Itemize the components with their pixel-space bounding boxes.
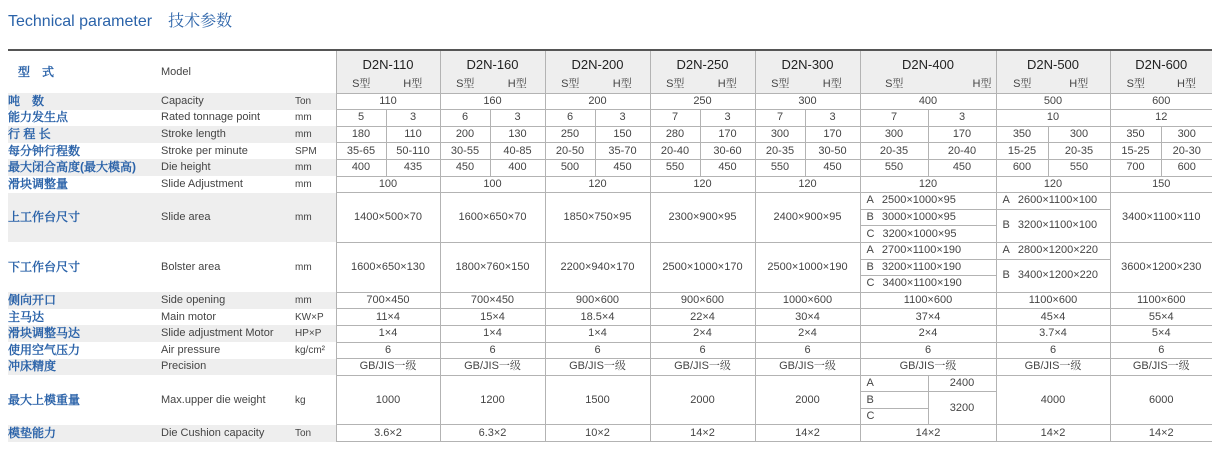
cell: 170	[700, 126, 755, 143]
cell: 450	[805, 159, 860, 176]
h-type-label: H型	[805, 77, 860, 93]
model-label-cn: 型 式	[8, 50, 161, 93]
cell: GB/JIS一级	[650, 359, 755, 376]
h-type-label: H型	[928, 77, 996, 93]
table-row	[8, 425, 1212, 442]
row-label-cn: 模垫能力	[8, 425, 161, 442]
row-label-en: Stroke per minute	[161, 144, 248, 157]
s-type-label: S型	[440, 77, 490, 93]
row-unit: mm	[295, 159, 336, 176]
row-label-en: Precision	[161, 359, 295, 376]
cell: 700	[1110, 159, 1161, 176]
cell: 50-110	[386, 143, 440, 160]
cell: 2000	[650, 375, 755, 425]
cell: 120	[755, 176, 860, 193]
s-type-label: S型	[860, 77, 928, 93]
cell: 300	[755, 126, 805, 143]
cell: 30-50	[805, 143, 860, 160]
table-row	[8, 359, 1212, 376]
row-label-cn: 使用空气压力	[8, 342, 81, 357]
option-key: B	[1002, 269, 1010, 282]
row-label-en: Slide adjustment Motor	[161, 325, 295, 342]
cell: 2500×1000×170	[650, 242, 755, 292]
cell: 160	[440, 93, 545, 110]
option-key: C	[866, 277, 875, 290]
cell: 1100×600	[860, 292, 996, 309]
cell: 2200×940×170	[545, 242, 650, 292]
cell: 30-55	[440, 143, 490, 160]
cell: 5×4	[1110, 325, 1212, 342]
cell: 14×2	[860, 425, 996, 442]
cell: 7	[860, 110, 928, 127]
option-row	[860, 193, 996, 210]
cell: 170	[928, 126, 996, 143]
cell: 20-40	[650, 143, 700, 160]
table-row	[8, 292, 1212, 309]
cell: 3400×1100×110	[1110, 193, 1212, 243]
cell: 6	[860, 342, 996, 359]
option-key: B	[1002, 219, 1010, 232]
cell: 600	[996, 159, 1048, 176]
cell: 1×4	[545, 325, 650, 342]
option-value: 2700×1100×190	[881, 244, 962, 257]
cell: 600	[1161, 159, 1212, 176]
row-label-cn: 滑块调整马达	[8, 325, 161, 342]
row-label-en: Capacity	[161, 93, 295, 110]
cell: 1200	[440, 375, 545, 425]
cell: 6	[996, 342, 1110, 359]
table-row	[8, 93, 1212, 110]
row-unit: kg	[295, 375, 336, 425]
cell: 20-35	[1048, 143, 1110, 160]
cell: 180	[336, 126, 386, 143]
model-label-en: Model	[161, 50, 295, 93]
cell: 400	[860, 93, 996, 110]
cell: 150	[595, 126, 650, 143]
option-key: A	[1002, 244, 1010, 257]
cell: GB/JIS一级	[755, 359, 860, 376]
cell: 250	[545, 126, 595, 143]
title-zh: 技术参数	[168, 13, 233, 30]
cell: 35-65	[336, 143, 386, 160]
cell: 2×4	[755, 325, 860, 342]
cell: GB/JIS一级	[545, 359, 650, 376]
cell: 20-40	[928, 143, 996, 160]
cell: 170	[805, 126, 860, 143]
cell: GB/JIS一级	[1110, 359, 1212, 376]
cell: 300	[1048, 126, 1110, 143]
option-value: 2500×1000×95	[881, 194, 956, 207]
cell: 6.3×2	[440, 425, 545, 442]
h-type-label: H型	[386, 77, 440, 93]
cell: 6	[545, 342, 650, 359]
option-key: A	[866, 194, 874, 207]
cell: 130	[490, 126, 545, 143]
row-label-en: Max.upper die weight	[161, 393, 266, 406]
table-row	[8, 193, 1212, 210]
cell: 150	[1110, 176, 1212, 193]
cell: 20-50	[545, 143, 595, 160]
h-type-label: H型	[490, 77, 545, 93]
table-row	[8, 375, 1212, 392]
s-type-label: S型	[755, 77, 805, 93]
row-label-en: Side opening	[161, 292, 295, 309]
cell: 6	[755, 342, 860, 359]
cell: 45×4	[996, 309, 1110, 326]
cell: 350	[996, 126, 1048, 143]
cell: 300	[755, 93, 860, 110]
cell: 3	[700, 110, 755, 127]
title-en: Technical parameter	[8, 13, 153, 30]
s-type-label: S型	[336, 77, 386, 93]
table-row	[8, 50, 1212, 77]
model-header: D2N-250	[650, 50, 755, 77]
cell: 6	[440, 342, 545, 359]
row-label-cn: 滑块调整量	[8, 176, 69, 191]
row-label-cn: 每分钟行程数	[8, 143, 81, 158]
row-label-cn: 最大闭合高度(最大模高)	[8, 159, 161, 176]
cell: 15-25	[1110, 143, 1161, 160]
cell: 3600×1200×230	[1110, 242, 1212, 292]
cell: 37×4	[860, 309, 996, 326]
table-row	[8, 309, 1212, 326]
cell: 20-35	[860, 143, 928, 160]
cell: 100	[440, 176, 545, 193]
model-header: D2N-400	[860, 50, 996, 77]
row-unit: mm	[295, 110, 336, 127]
cell: 600	[1110, 93, 1212, 110]
cell: 450	[440, 159, 490, 176]
cell: GB/JIS一级	[336, 359, 440, 376]
cell: 500	[996, 93, 1110, 110]
s-type-label: S型	[996, 77, 1048, 93]
cell: 1100×600	[996, 292, 1110, 309]
row-label-en: Air pressure	[161, 343, 221, 356]
row-label-cn: 能力发生点	[8, 110, 69, 125]
cell: 55×4	[1110, 309, 1212, 326]
cell: 900×600	[650, 292, 755, 309]
option-value: 2400	[928, 375, 996, 392]
cell: 120	[650, 176, 755, 193]
row-unit: SPM	[295, 143, 336, 160]
cell: 400	[490, 159, 545, 176]
row-label-en: Stroke length	[161, 126, 295, 143]
h-type-label: H型	[1048, 77, 1110, 93]
cell: 110	[336, 93, 440, 110]
row-unit: mm	[295, 193, 336, 243]
cell: 280	[650, 126, 700, 143]
option-row	[860, 209, 996, 226]
cell: 550	[860, 159, 928, 176]
cell: 14×2	[1110, 425, 1212, 442]
row-label-en: Die Cushion capacity	[161, 425, 295, 442]
cell: 450	[928, 159, 996, 176]
cell: 20-35	[755, 143, 805, 160]
cell: 7	[755, 110, 805, 127]
cell: 1000	[336, 375, 440, 425]
cell: 7	[650, 110, 700, 127]
cell: 300	[860, 126, 928, 143]
cell: 3	[805, 110, 860, 127]
option-value: 3200×1100×100	[1017, 219, 1098, 232]
row-label-cn: 下工作台尺寸	[8, 259, 81, 274]
option-key: B	[866, 260, 874, 273]
cell: 12	[1110, 110, 1212, 127]
table-row	[8, 126, 1212, 143]
cell: 250	[650, 93, 755, 110]
model-header: D2N-110	[336, 50, 440, 77]
row-label-en: Slide area	[161, 193, 295, 243]
h-type-label: H型	[700, 77, 755, 93]
s-type-label: S型	[650, 77, 700, 93]
table-row	[8, 176, 1212, 193]
row-unit: mm	[295, 126, 336, 143]
cell: GB/JIS一级	[996, 359, 1110, 376]
option-row	[996, 193, 1110, 210]
cell: 3.7×4	[996, 325, 1110, 342]
s-type-label: S型	[545, 77, 595, 93]
cell: 3	[595, 110, 650, 127]
option-value: 3400×1200×220	[1017, 269, 1098, 282]
cell: 1600×650×130	[336, 242, 440, 292]
cell: 2300×900×95	[650, 193, 755, 243]
cell: 120	[860, 176, 996, 193]
cell: 3.6×2	[336, 425, 440, 442]
cell: 3	[386, 110, 440, 127]
cell: 1400×500×70	[336, 193, 440, 243]
option-value: 2600×1100×100	[1017, 194, 1098, 207]
option-value: 2800×1200×220	[1017, 244, 1098, 257]
cell: 1000×600	[755, 292, 860, 309]
cell: 20-30	[1161, 143, 1212, 160]
row-unit: mm	[295, 242, 336, 292]
cell: 22×4	[650, 309, 755, 326]
cell: 18.5×4	[545, 309, 650, 326]
cell: 200	[440, 126, 490, 143]
cell: 450	[595, 159, 650, 176]
cell: 1100×600	[1110, 292, 1212, 309]
cell: 3	[490, 110, 545, 127]
table-row	[8, 242, 1212, 259]
cell: 100	[336, 176, 440, 193]
option-key: C	[866, 227, 875, 240]
cell: 15×4	[440, 309, 545, 326]
cell: 6	[1110, 342, 1212, 359]
spec-table	[8, 49, 1212, 442]
row-label-cn: 上工作台尺寸	[8, 193, 161, 243]
option-row	[996, 242, 1110, 259]
cell: 300	[1161, 126, 1212, 143]
option-key: A	[866, 244, 874, 257]
cell: 14×2	[996, 425, 1110, 442]
cell: 2000	[755, 375, 860, 425]
row-label-en: Bolster area	[161, 260, 221, 273]
model-header: D2N-600	[1110, 50, 1212, 77]
row-unit: KW×P	[295, 309, 336, 326]
row-label-cn: 主马达	[8, 309, 45, 324]
option-row	[996, 259, 1110, 292]
s-type-label: S型	[1110, 77, 1161, 93]
row-label-cn: 行 程 长	[8, 126, 161, 143]
row-unit: Ton	[295, 425, 336, 442]
option-value: 3200×1000×95	[882, 227, 957, 240]
table-row	[8, 110, 1212, 127]
table-row	[8, 325, 1212, 342]
option-row	[860, 276, 996, 293]
cell: 14×2	[755, 425, 860, 442]
cell: 550	[650, 159, 700, 176]
cell: 6	[545, 110, 595, 127]
option-key: B	[860, 392, 928, 409]
cell: 3	[928, 110, 996, 127]
cell: 700×450	[440, 292, 545, 309]
cell: GB/JIS一级	[440, 359, 545, 376]
cell: 6	[650, 342, 755, 359]
cell: 110	[386, 126, 440, 143]
h-type-label: H型	[595, 77, 650, 93]
option-row	[860, 226, 996, 243]
cell: 30-60	[700, 143, 755, 160]
row-unit: kg/cm²	[295, 342, 336, 359]
row-unit: mm	[295, 176, 336, 193]
option-value: 3200	[928, 392, 996, 425]
option-key: B	[866, 211, 874, 224]
cell: 35-70	[595, 143, 650, 160]
h-type-label: H型	[1161, 77, 1212, 93]
row-unit: mm	[295, 292, 336, 309]
cell: 1×4	[440, 325, 545, 342]
cell: 500	[545, 159, 595, 176]
cell: 550	[1048, 159, 1110, 176]
cell: 120	[996, 176, 1110, 193]
cell: 1500	[545, 375, 650, 425]
cell: 550	[755, 159, 805, 176]
cell: 2×4	[650, 325, 755, 342]
row-unit	[295, 359, 336, 376]
cell: 450	[700, 159, 755, 176]
row-unit: HP×P	[295, 325, 336, 342]
table-row	[8, 143, 1212, 160]
cell: 6000	[1110, 375, 1212, 425]
cell: 1×4	[336, 325, 440, 342]
option-row	[860, 242, 996, 259]
row-label-en: Slide Adjustment	[161, 177, 243, 190]
option-key: A	[1002, 194, 1010, 207]
model-header: D2N-200	[545, 50, 650, 77]
model-header: D2N-300	[755, 50, 860, 77]
option-row	[860, 259, 996, 276]
row-label-cn: 冲床精度	[8, 359, 161, 376]
row-label-en: Die height	[161, 159, 295, 176]
cell: 6	[336, 342, 440, 359]
cell: 6	[440, 110, 490, 127]
cell: 30×4	[755, 309, 860, 326]
model-header: D2N-160	[440, 50, 545, 77]
option-key: A	[860, 375, 928, 392]
cell: 1600×650×70	[440, 193, 545, 243]
cell: 5	[336, 110, 386, 127]
table-row	[8, 159, 1212, 176]
cell: 200	[545, 93, 650, 110]
cell: 11×4	[336, 309, 440, 326]
page-title	[8, 8, 232, 31]
cell: 14×2	[650, 425, 755, 442]
cell: 900×600	[545, 292, 650, 309]
row-label-cn: 吨 数	[8, 93, 161, 110]
cell: 120	[545, 176, 650, 193]
option-key: C	[860, 408, 928, 425]
cell: 350	[1110, 126, 1161, 143]
row-label-en: Rated tonnage point	[161, 111, 261, 124]
row-label-en: Main motor	[161, 310, 217, 323]
table-row	[8, 342, 1212, 359]
cell: 400	[336, 159, 386, 176]
cell: 10×2	[545, 425, 650, 442]
cell: 4000	[996, 375, 1110, 425]
cell: 10	[996, 110, 1110, 127]
cell: 2400×900×95	[755, 193, 860, 243]
cell: 2×4	[860, 325, 996, 342]
cell: 1800×760×150	[440, 242, 545, 292]
row-unit: Ton	[295, 93, 336, 110]
option-value: 3400×1100×190	[882, 277, 962, 290]
model-header: D2N-500	[996, 50, 1110, 77]
cell: 700×450	[336, 292, 440, 309]
option-value: 3000×1000×95	[881, 211, 956, 224]
option-value: 3200×1100×190	[881, 260, 962, 273]
option-row	[996, 209, 1110, 242]
cell: GB/JIS一级	[860, 359, 996, 376]
row-label-cn: 侧向开口	[8, 292, 161, 309]
cell: 435	[386, 159, 440, 176]
cell: 2500×1000×190	[755, 242, 860, 292]
cell: 15-25	[996, 143, 1048, 160]
cell: 1850×750×95	[545, 193, 650, 243]
cell: 40-85	[490, 143, 545, 160]
row-label-cn: 最大上模重量	[8, 392, 81, 407]
